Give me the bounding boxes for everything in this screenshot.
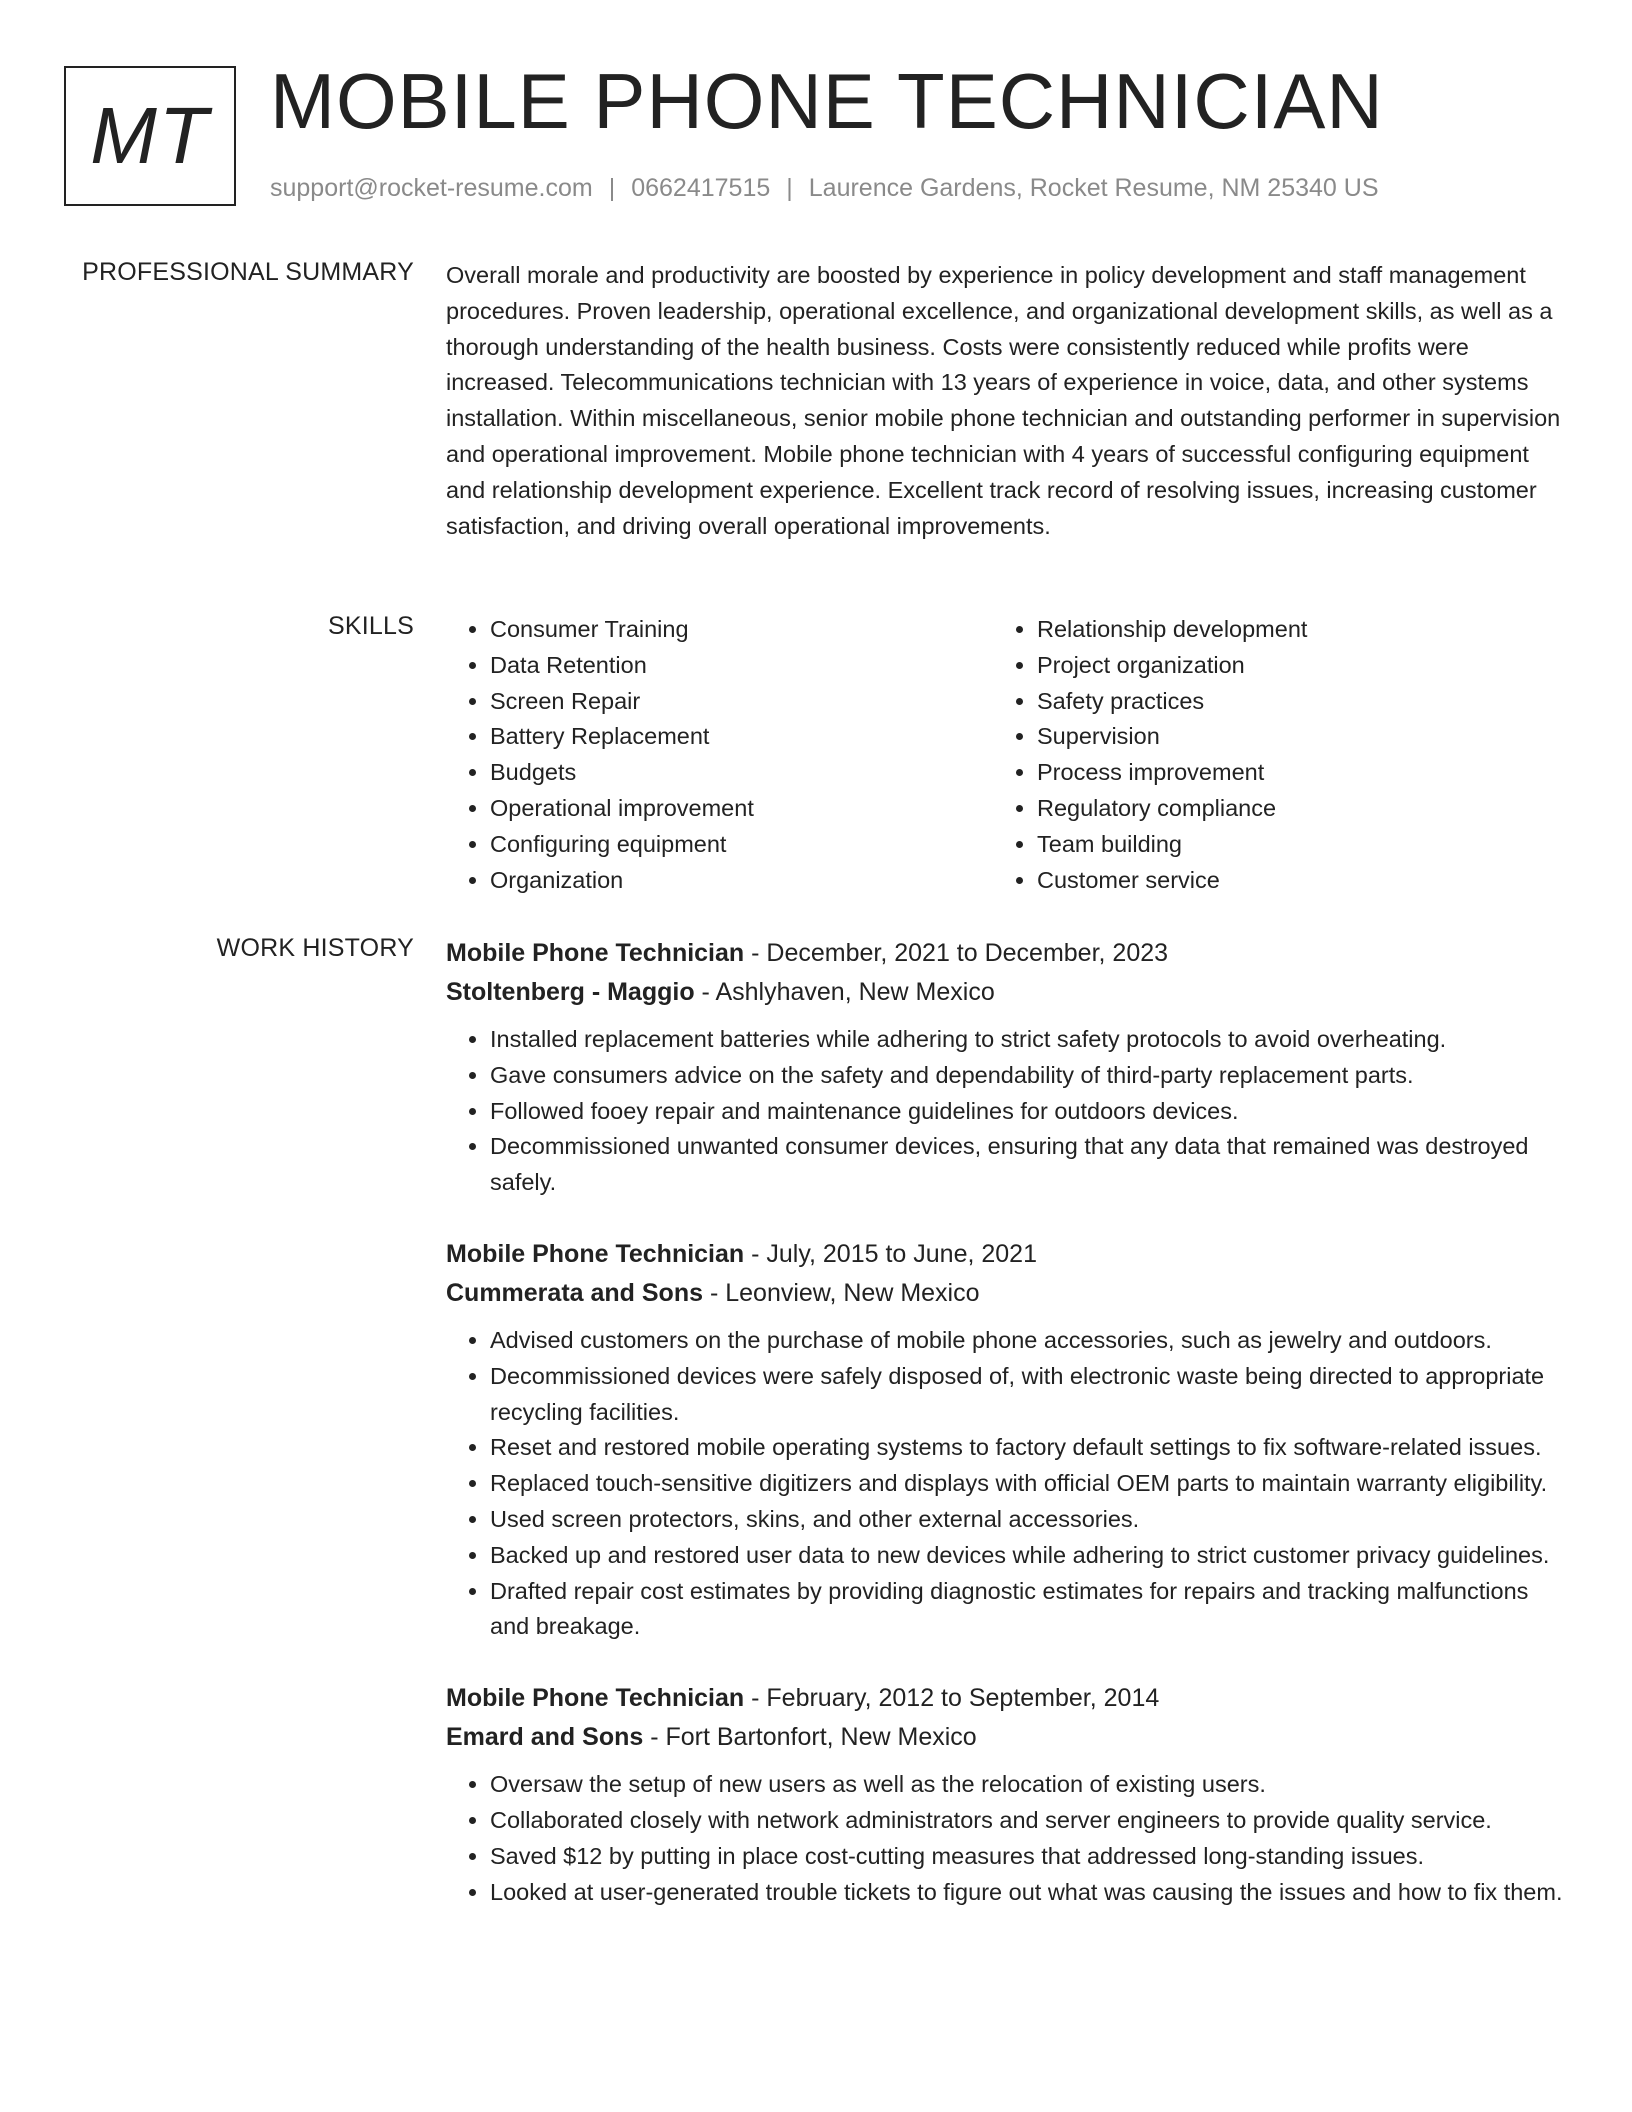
work-history-body (446, 934, 1566, 1944)
job-title-line (446, 1235, 1566, 1274)
skill-item: • Budgets (490, 755, 990, 791)
job-company-line (446, 1274, 1566, 1313)
skill-item: • Battery Replacement (490, 719, 990, 755)
job-bullet: • Looked at user-generated trouble tickets to figure out what was causing the issues and how to fix them. (490, 1875, 1566, 1911)
job-bullet: • Installed replacement batteries while adhering to strict safety protocols to avoid overheating. (490, 1022, 1566, 1058)
contact-address: Laurence Gardens, Rocket Resume, NM 25340 US (808, 174, 1379, 202)
contact-separator: | (786, 174, 793, 202)
job-entry (446, 1679, 1566, 1910)
skills-column-left (446, 612, 990, 898)
contact-phone: 0662417515 (631, 174, 771, 202)
job-bullet: • Collaborated closely with network administrators and server engineers to provide quality service. (490, 1803, 1566, 1839)
job-entry (446, 1235, 1566, 1645)
skill-item: • Relationship development (1037, 612, 1557, 648)
job-bullet: • Saved $12 by putting in place cost-cutting measures that addressed long-standing issues. (490, 1839, 1566, 1875)
job-dates: - December, 2021 to December, 2023 (744, 939, 1169, 967)
monogram-badge (64, 66, 236, 206)
skills-heading: SKILLS (328, 612, 414, 640)
job-bullet: • Gave consumers advice on the safety and dependability of third-party replacement parts. (490, 1058, 1566, 1094)
skill-item: • Process improvement (1037, 755, 1557, 791)
job-company-line (446, 973, 1566, 1012)
job-company-line (446, 1718, 1566, 1757)
skill-item: • Customer service (1037, 863, 1557, 899)
job-location: - Ashlyhaven, New Mexico (694, 978, 995, 1006)
summary-heading: PROFESSIONAL SUMMARY (82, 258, 414, 286)
skills-body (446, 612, 1566, 898)
job-bullet: • Used screen protectors, skins, and other external accessories. (490, 1502, 1566, 1538)
contact-separator: | (608, 174, 616, 202)
job-bullet: • Drafted repair cost estimates by providing diagnostic estimates for repairs and tracking malfunctions and breakage. (490, 1574, 1566, 1646)
skill-item: • Data Retention (490, 648, 990, 684)
skill-item: • Team building (1037, 827, 1557, 863)
skill-item: • Project organization (1037, 648, 1557, 684)
job-bullets (446, 1323, 1566, 1645)
work-history-heading: WORK HISTORY (216, 934, 414, 962)
job-bullet: • Reset and restored mobile operating systems to factory default settings to fix software-related issues. (490, 1430, 1566, 1466)
job-location: - Fort Bartonfort, New Mexico (643, 1723, 977, 1752)
skill-item: • Supervision (1037, 719, 1557, 755)
contact-line (270, 174, 1379, 203)
skill-item: • Regulatory compliance (1037, 791, 1557, 827)
job-bullets (446, 1022, 1566, 1201)
job-dates: - February, 2012 to September, 2014 (744, 1684, 1160, 1713)
job-entry (446, 934, 1566, 1201)
job-bullets (446, 1767, 1566, 1910)
skill-item: • Operational improvement (490, 791, 990, 827)
job-title: Mobile Phone Technician (446, 939, 745, 967)
skill-item: • Safety practices (1037, 684, 1557, 720)
job-title: Mobile Phone Technician (446, 1684, 745, 1713)
job-company: Emard and Sons (446, 1723, 644, 1752)
skill-item: • Organization (490, 863, 990, 899)
job-company: Stoltenberg - Maggio (446, 978, 695, 1006)
job-title: Mobile Phone Technician (446, 1239, 745, 1268)
job-bullet: • Replaced touch-sensitive digitizers and displays with official OEM parts to maintain warranty eligibility. (490, 1466, 1566, 1502)
job-company: Cummerata and Sons (446, 1278, 704, 1307)
contact-email: support@rocket-resume.com (270, 174, 593, 202)
skills-column-right (993, 612, 1557, 898)
job-bullet: • Decommissioned unwanted consumer devices, ensuring that any data that remained was destroyed safely. (490, 1129, 1566, 1201)
summary-text: Overall morale and productivity are boosted by experience in policy development and staff management procedures. Proven leadership, operational excellence, and organizational development skills, as well as a thorough understanding of the health business. Costs were consistently reduced while profits were increased. Telecommunications technician with 13 years of experience in voice, data, and other systems installation. Within miscellaneous, senior mobile phone technician and outstanding performer in supervision and operational improvement. Mobile phone technician with 4 years of successful configuring equipment and relationship development experience. Excellent track record of resolving issues, increasing customer satisfaction, and driving overall operational improvements. (446, 262, 1561, 539)
job-bullet: • Backed up and restored user data to new devices while adhering to strict customer privacy guidelines. (490, 1538, 1566, 1574)
job-location: - Leonview, New Mexico (703, 1278, 980, 1307)
job-dates: - July, 2015 to June, 2021 (744, 1239, 1037, 1268)
job-bullet: • Followed fooey repair and maintenance guidelines for outdoors devices. (490, 1094, 1566, 1130)
resume-title: MOBILE PHONE TECHNICIAN (270, 57, 1384, 145)
monogram-text: MT (90, 91, 210, 180)
job-bullet: • Decommissioned devices were safely disposed of, with electronic waste being directed to appropriate recycling facilities. (490, 1359, 1566, 1431)
skill-item: • Screen Repair (490, 684, 990, 720)
skill-item: • Consumer Training (490, 612, 990, 648)
job-bullet: • Oversaw the setup of new users as well as the relocation of existing users. (490, 1767, 1566, 1803)
skill-item: • Configuring equipment (490, 827, 990, 863)
job-bullet: • Advised customers on the purchase of mobile phone accessories, such as jewelry and outdoors. (490, 1323, 1566, 1359)
job-title-line (446, 1679, 1566, 1718)
job-title-line (446, 934, 1566, 973)
summary-body (446, 258, 1566, 544)
